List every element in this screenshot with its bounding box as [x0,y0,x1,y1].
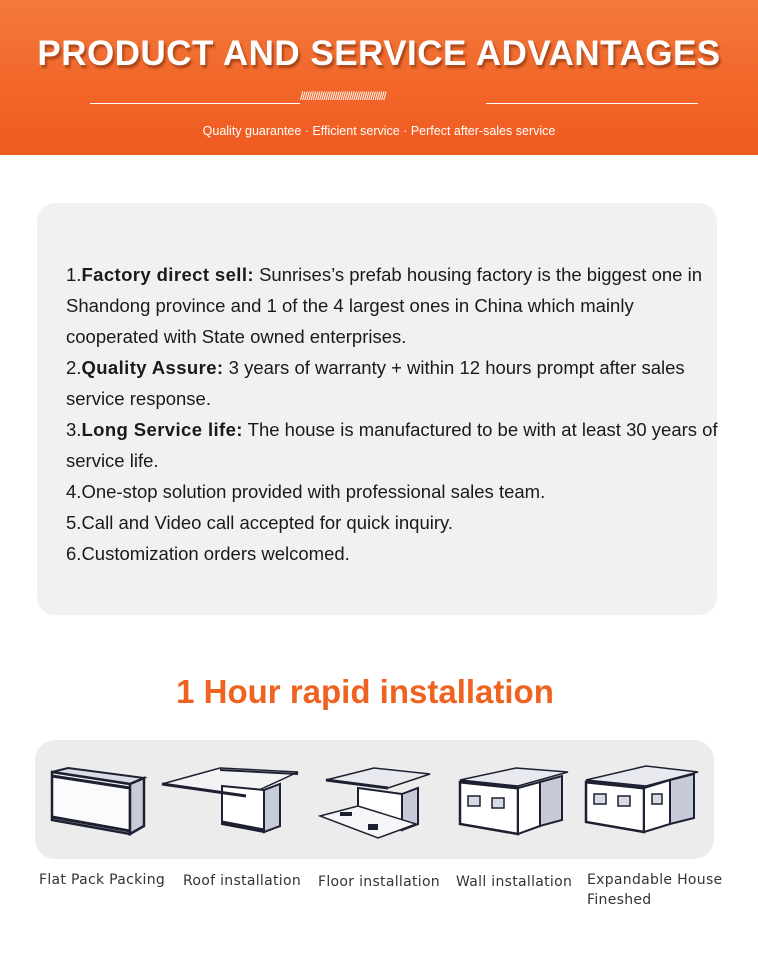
finished-house-icon [584,760,702,842]
divider-slashes: //////////////////////////////////////// [300,89,386,103]
advantage-item [66,507,726,538]
advantage-text: Sunrises’s prefab housing factory is the biggest one in Shandong province and 1 of the 4 largest ones in China which mainly cooperated with State owned enterprises. [66,264,702,347]
advantage-number: 6. [66,543,82,564]
advantage-heading: Factory direct sell: [81,264,254,285]
installation-title: 1 Hour rapid installation [176,673,554,710]
page-title: PRODUCT AND SERVICE ADVANTAGES [37,34,721,73]
banner-subtitle: Quality guarantee · Efficient service · Perfect after-sales service [202,124,556,138]
advantage-item [66,259,726,352]
floor-unfolding-icon [318,760,436,842]
flat-pack-container-icon [48,760,148,842]
advantages-list [66,259,726,569]
advantage-number: 2. [66,357,82,378]
step-label-wall: Wall installation [456,874,573,890]
divider-line-right [486,103,698,104]
advantage-text: Customization orders welcomed. [81,543,350,564]
roof-unfolding-icon [160,760,300,842]
step-label-roof: Roof installation [183,873,302,889]
header-banner [0,0,758,155]
advantage-number: 1. [66,264,82,285]
advantage-item [66,414,726,476]
advantage-heading: Quality Assure: [81,357,224,378]
advantage-number: 3. [66,419,82,440]
advantage-item [66,538,726,569]
advantage-item [66,352,726,414]
advantage-text: Call and Video call accepted for quick inquiry. [81,512,454,533]
advantage-number: 4. [66,481,82,502]
advantage-text: 3 years of warranty + within 12 hours prompt after sales service response. [66,357,685,409]
divider-line-left [90,103,300,104]
step-label-finished: Expandable House Fineshed [587,872,723,908]
advantage-item [66,476,726,507]
wall-raising-icon [456,760,572,842]
advantage-number: 5. [66,512,82,533]
advantage-text: The house is manufactured to be with at least 30 years of service life. [66,419,718,471]
step-label-floor: Floor installation [318,874,440,890]
step-label-flat-pack: Flat Pack Packing [39,872,166,888]
advantage-heading: Long Service life: [81,419,243,440]
advantage-text: One-stop solution provided with professional sales team. [81,481,546,502]
